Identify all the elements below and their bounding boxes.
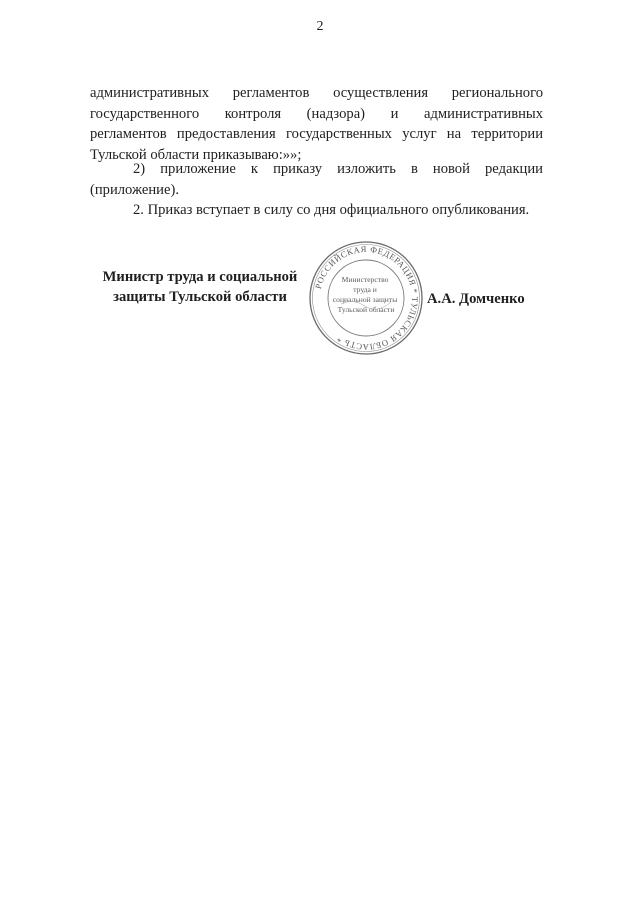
paragraph-item-2 <box>90 159 543 200</box>
text-line: Тульской области приказываю:»»; <box>90 146 302 163</box>
seal-outer-text: РОССИЙСКАЯ ФЕДЕРАЦИЯ * ТУЛЬСКАЯ ОБЛАСТЬ * <box>312 243 421 353</box>
signatory-name: А.А. Домченко <box>427 291 525 307</box>
seal-inner-line: Тульской области <box>337 305 395 314</box>
seal-inner-line: социальной защиты <box>332 295 398 304</box>
text-line: регламентов предоставления государственных услуг на территории <box>90 126 543 142</box>
paragraph-effective-date: 2. Приказ вступает в силу со дня официального опубликования. <box>133 202 530 218</box>
text-line: государственного контроля (надзора) и административных <box>90 105 543 122</box>
official-seal <box>307 238 425 358</box>
signatory-position <box>97 267 303 307</box>
page-number: 2 <box>316 19 324 34</box>
official-seal-graphic <box>307 238 425 358</box>
text-line: (приложение). <box>90 181 179 198</box>
seal-inner-line: труда и <box>353 285 377 294</box>
paragraph-continuation <box>90 83 543 165</box>
signatory-position-line: защиты Тульской области <box>113 289 287 305</box>
seal-inner-line: Министерство <box>341 275 389 284</box>
seal-inner-text <box>333 275 399 314</box>
text-line: 2) приложение к приказу изложить в новой редакции <box>133 161 543 177</box>
text-line: административных регламентов осуществления регионального <box>90 85 543 101</box>
signatory-position-line: Министр труда и социальной <box>102 269 298 285</box>
